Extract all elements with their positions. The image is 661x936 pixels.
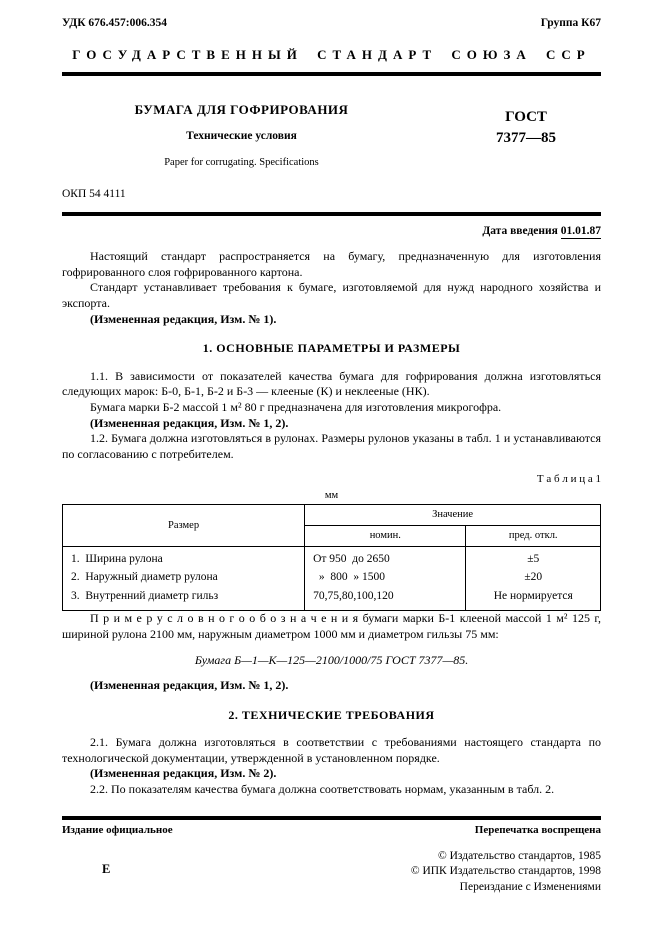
- gost-number: 7377—85: [496, 130, 556, 147]
- effective-date-line: [62, 224, 601, 239]
- row-nominal: От 950 до 2650: [305, 546, 466, 568]
- divider-footer: [62, 816, 601, 820]
- title-block: [62, 102, 601, 169]
- table-header-row-1: [63, 505, 601, 526]
- copyright-line-1998: © ИПК Издательство стандартов, 1998: [410, 865, 601, 878]
- clause-1-2: 1.2. Бумага должна изготовляться в рулонах. Размеры рулонов указаны в табл. 1 и устанавливаются по согласованию с потребителем.: [62, 431, 601, 461]
- okp-code: ОКП 54 4111: [62, 188, 126, 201]
- copyright-block: [411, 849, 601, 896]
- edition-mark: Е: [102, 861, 111, 876]
- table-header-size: Размер: [63, 505, 305, 546]
- row-nominal: » 800 » 1500: [305, 568, 466, 587]
- reprint-prohibited-label: Перепечатка воспрещена: [474, 823, 601, 836]
- clause-1-1-note: Бумага марки Б-2 массой 1 м² 80 г предназначена для изготовления микрогофра.: [90, 399, 502, 414]
- table-header-deviation: пред. откл.: [466, 525, 601, 546]
- table-1: [62, 504, 601, 611]
- amendment-note-3: (Измененная редакция, Изм. № 1, 2).: [90, 678, 289, 693]
- table-1-caption: Т а б л и ц а 1: [536, 473, 601, 486]
- table-1-unit: мм: [324, 489, 339, 501]
- udk-code: УДК 676.457:006.354: [62, 17, 167, 29]
- effective-date-value: 01.01.87: [560, 225, 601, 238]
- table-header-value: Значение: [305, 505, 601, 526]
- designation-example: Бумага Б—1—К—125—2100/1000/75 ГОСТ 7377—85.: [194, 652, 469, 667]
- document-subtitle: Технические условия: [186, 129, 297, 142]
- divider-top: [62, 72, 601, 76]
- designation-example-lead: П р и м е р у с л о в н о г о о б о з н а ч е н и я бумаги марки Б-1 клееной массой 1 м² 125 г, шириной рулона 2100 мм, наружным диаметром 1000 мм и диаметром гильзы 75 мм:: [62, 611, 601, 641]
- section-1-heading: 1. ОСНОВНЫЕ ПАРАМЕТРЫ И РАЗМЕРЫ: [202, 341, 461, 356]
- footer-bottom-row: [62, 849, 601, 896]
- divider-title: [62, 212, 601, 216]
- row-nominal: 70,75,80,100,120: [305, 587, 466, 610]
- table-row: [63, 546, 601, 568]
- group-code: Группа К67: [540, 17, 601, 29]
- amendment-note-1: (Измененная редакция, Изм. № 1).: [90, 311, 277, 326]
- clause-1-1: 1.1. В зависимости от показателей качества бумага для гофрирования должна изготовляться следующих марок: Б-0, Б-1, Б-2 и Б-3 — клееные (К) и неклееные (НК).: [62, 368, 601, 399]
- title-left-column: [62, 102, 451, 169]
- row-size: 3. Внутренний диаметр гильз: [63, 587, 305, 610]
- footer-labels-row: [62, 823, 601, 837]
- row-size: 2. Наружный диаметр рулона: [63, 568, 305, 587]
- row-size: 1. Ширина рулона: [63, 546, 305, 568]
- gost-label: ГОСТ: [505, 108, 547, 125]
- top-codes-row: [62, 16, 601, 31]
- clause-2-2: 2.2. По показателям качества бумага должна соответствовать нормам, указанным в табл. 2.: [90, 782, 555, 797]
- table-row: [63, 587, 601, 610]
- reissue-note: Переиздание с Изменениями: [459, 881, 601, 893]
- section-2-heading: 2. ТЕХНИЧЕСКИЕ ТРЕБОВАНИЯ: [228, 707, 435, 722]
- row-deviation: ±20: [466, 568, 601, 587]
- row-deviation: ±5: [466, 546, 601, 568]
- table-header-nominal: номин.: [305, 525, 466, 546]
- effective-date-label: Дата введения: [482, 225, 558, 238]
- intro-paragraph-1: Настоящий стандарт распространяется на бумагу, предназначенную для изготовления гофрированного слоя гофрированного картона.: [62, 249, 601, 279]
- document-title: БУМАГА ДЛЯ ГОФРИРОВАНИЯ: [134, 101, 349, 117]
- amendment-note-2: (Измененная редакция, Изм. № 1, 2).: [90, 415, 289, 430]
- table-row: [63, 568, 601, 587]
- row-deviation: Не нормируется: [466, 587, 601, 610]
- document-subtitle-english: Paper for corrugating. Specifications: [164, 156, 319, 168]
- copyright-line-1985: © Издательство стандартов, 1985: [437, 849, 601, 862]
- official-edition-label: Издание официальное: [62, 823, 173, 836]
- amendment-note-4: (Измененная редакция, Изм. № 2).: [90, 766, 277, 781]
- clause-2-1: 2.1. Бумага должна изготовляться в соответствии с требованиями настоящего стандарта по технологической документации, утвержденной в установленном порядке.: [62, 735, 601, 765]
- intro-paragraph-2: Стандарт устанавливает требования к бумаге, изготовляемой для нужд народного хозяйства и экспорта.: [62, 280, 601, 310]
- standard-org-title: ГОСУДАРСТВЕННЫЙ СТАНДАРТ СОЮЗА ССР: [72, 46, 591, 62]
- gost-number-box: [451, 102, 601, 169]
